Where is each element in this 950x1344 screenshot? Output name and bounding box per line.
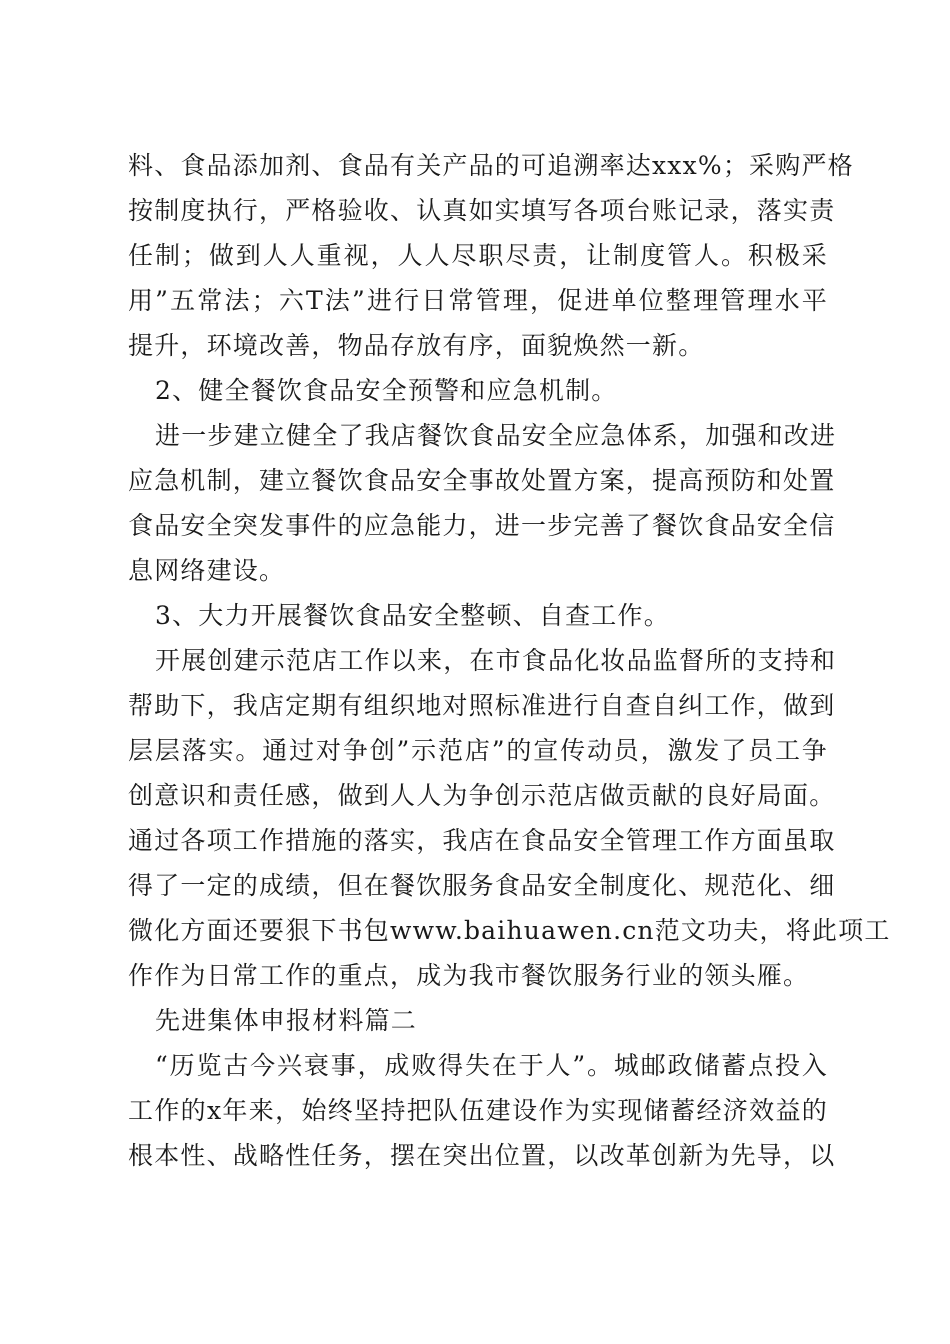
text-line: 微化方面还要狠下书包www.baihuawen.cn范文功夫，将此项工 — [128, 916, 891, 945]
text-line: 任制；做到人人重视，人人尽职尽责，让制度管人。积极采 — [128, 241, 828, 270]
text-line: 提升，环境改善，物品存放有序，面貌焕然一新。 — [128, 331, 705, 360]
section-heading: 3、大力开展餐饮食品安全整顿、自查工作。 — [155, 601, 670, 630]
section-title: 先进集体申报材料篇二 — [155, 1006, 418, 1035]
text-line: 应急机制，建立餐饮食品安全事故处置方案，提高预防和处置 — [128, 466, 836, 495]
text-line: 根本性、战略性任务，摆在突出位置，以改革创新为先导，以 — [128, 1141, 836, 1170]
text-line: 层层落实。通过对争创”示范店”的宣传动员，激发了员工争 — [128, 736, 828, 765]
text-line: 息网络建设。 — [128, 556, 286, 585]
text-line: 得了一定的成绩，但在餐饮服务食品安全制度化、规范化、细 — [128, 871, 836, 900]
text-line: 料、食品添加剂、食品有关产品的可追溯率达xxx%；采购严格 — [128, 151, 854, 180]
text-line: 工作的x年来，始终坚持把队伍建设作为实现储蓄经济效益的 — [128, 1096, 828, 1125]
text-line: “历览古今兴衰事，成败得失在于人”。城邮政储蓄点投入 — [155, 1051, 828, 1080]
text-line: 按制度执行，严格验收、认真如实填写各项台账记录，落实责 — [128, 196, 836, 225]
text-line: 进一步建立健全了我店餐饮食品安全应急体系，加强和改进 — [155, 421, 837, 450]
section-heading: 2、健全餐饮食品安全预警和应急机制。 — [155, 376, 618, 405]
text-line: 用”五常法；六T法”进行日常管理，促进单位整理管理水平 — [128, 286, 828, 315]
text-line: 帮助下，我店定期有组织地对照标准进行自查自纠工作，做到 — [128, 691, 836, 720]
text-line: 通过各项工作措施的落实，我店在食品安全管理工作方面虽取 — [128, 826, 836, 855]
text-line: 创意识和责任感，做到人人为争创示范店做贡献的良好局面。 — [128, 781, 836, 810]
document-body — [128, 143, 891, 1178]
text-line: 开展创建示范店工作以来，在市食品化妆品监督所的支持和 — [155, 646, 837, 675]
text-line: 食品安全突发事件的应急能力，进一步完善了餐饮食品安全信 — [128, 511, 836, 540]
text-line: 作作为日常工作的重点，成为我市餐饮服务行业的领头雁。 — [128, 961, 810, 990]
